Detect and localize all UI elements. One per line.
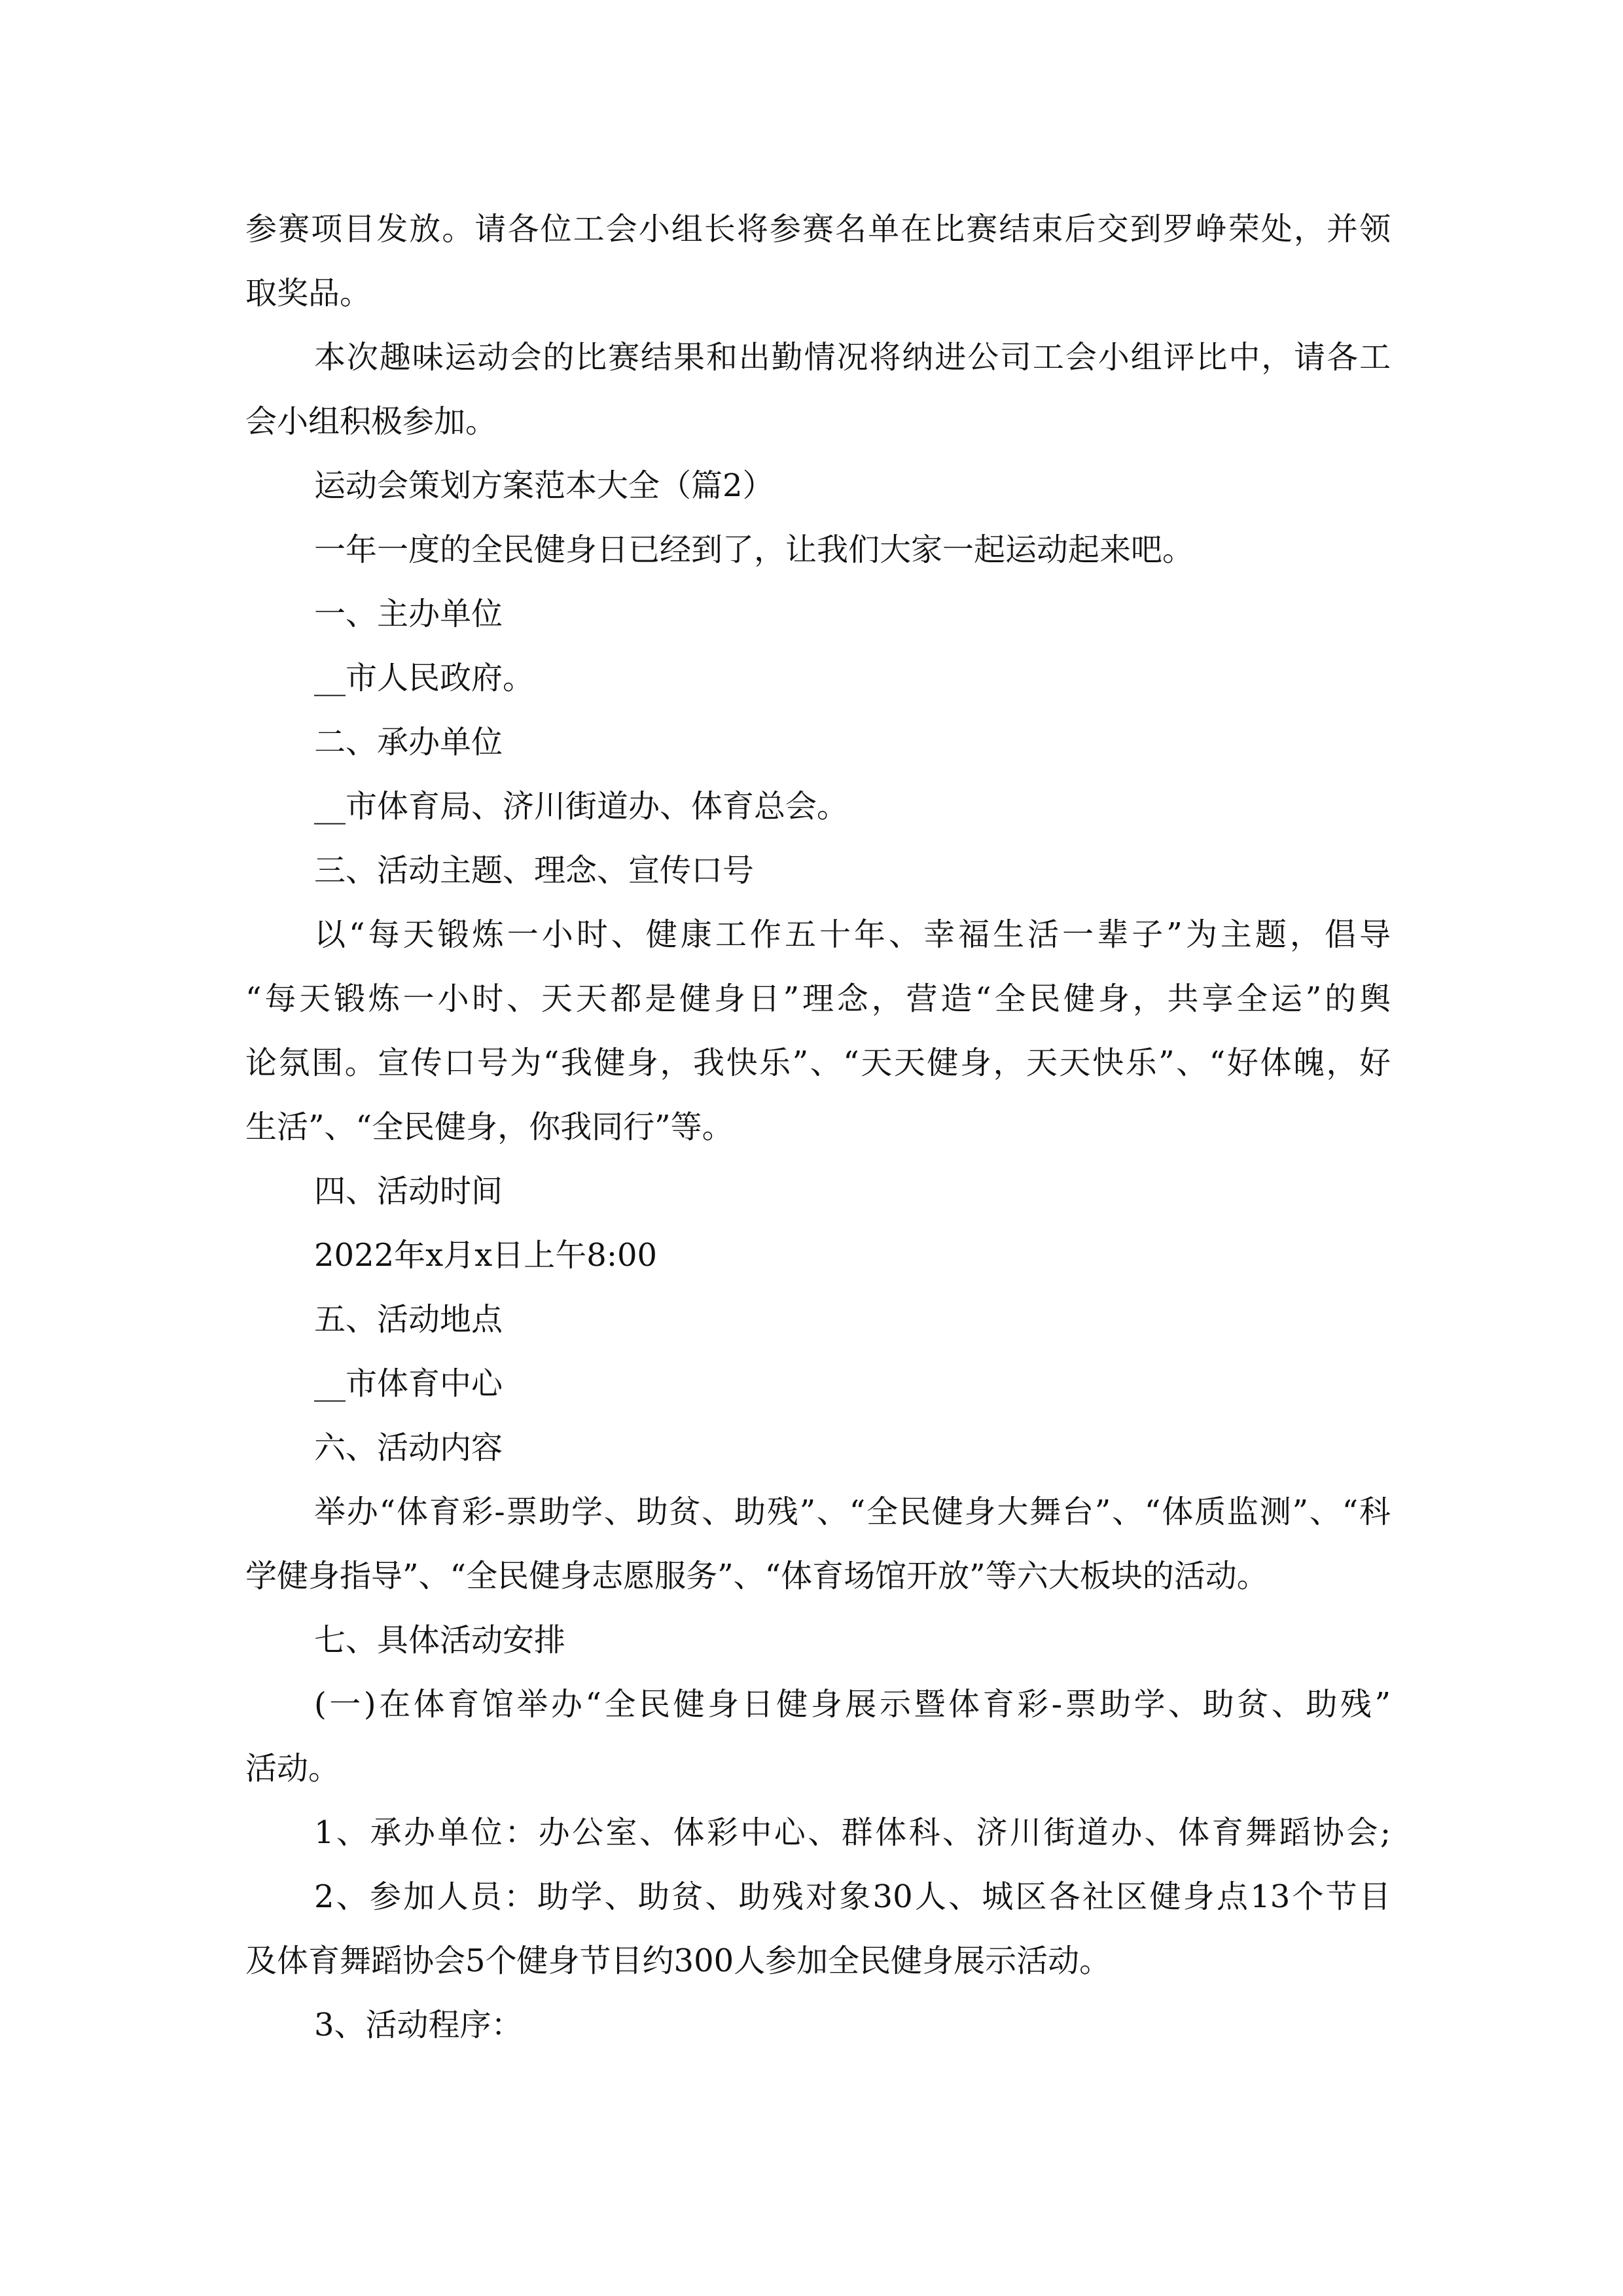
section-heading: 五、活动地点 [314, 1301, 503, 1338]
body-line: __市人民政府。 [314, 660, 535, 696]
body-line: 本次趣味运动会的比赛结果和出勤情况将纳进公司工会小组评比中，请各工 [314, 339, 1391, 376]
body-line: __市体育中心 [314, 1365, 503, 1402]
body-line: 活动。 [245, 1750, 340, 1787]
body-line: __市体育局、济川街道办、体育总会。 [314, 788, 849, 825]
section-heading: 二、承办单位 [314, 724, 503, 761]
body-line: 举办“体育彩-票助学、助贫、助残”、“全民健身大舞台”、“体质监测”、“科 [314, 1494, 1391, 1530]
body-line: 3、活动程序： [314, 2007, 523, 2043]
body-line: 一年一度的全民健身日已经到了，让我们大家一起运动起来吧。 [314, 531, 1194, 568]
section-heading: 三、活动主题、理念、宣传口号 [314, 852, 755, 889]
body-line: 2、参加人员：助学、助贫、助残对象30人、城区各社区健身点13个节目 [314, 1878, 1391, 1915]
body-line: 参赛项目发放。请各位工会小组长将参赛名单在比赛结束后交到罗峥荣处，并领 [245, 211, 1391, 247]
section-heading: 六、活动内容 [314, 1429, 503, 1466]
body-line: 学健身指导”、“全民健身志愿服务”、“体育场馆开放”等六大板块的活动。 [245, 1558, 1268, 1594]
body-line: 及体育舞蹈协会5个健身节目约300人参加全民健身展示活动。 [245, 1943, 1111, 1979]
section-heading: 一、主办单位 [314, 596, 503, 632]
section-heading: 运动会策划方案范本大全（篇2） [314, 467, 774, 504]
section-heading: 七、具体活动安排 [314, 1622, 566, 1659]
body-line: 以“每天锻炼一小时、健康工作五十年、幸福生活一辈子”为主题，倡导 [314, 916, 1391, 953]
body-line: 生活”、“全民健身，你我同行”等。 [245, 1109, 734, 1145]
body-line: 论氛围。宣传口号为“我健身，我快乐”、“天天健身，天天快乐”、“好体魄，好 [245, 1045, 1391, 1081]
body-line: 1、承办单位：办公室、体彩中心、群体科、济川街道办、体育舞蹈协会; [314, 1814, 1391, 1851]
body-line: 2022年x月x日上午8:00 [314, 1237, 658, 1274]
body-line: “每天锻炼一小时、天天都是健身日”理念，营造“全民健身，共享全运”的舆 [245, 980, 1391, 1017]
body-line: 取奖品。 [245, 275, 372, 312]
body-line: 会小组积极参加。 [245, 403, 497, 440]
section-heading: 四、活动时间 [314, 1173, 503, 1210]
body-line: (一)在体育馆举办“全民健身日健身展示暨体育彩-票助学、助贫、助残” [314, 1686, 1391, 1723]
